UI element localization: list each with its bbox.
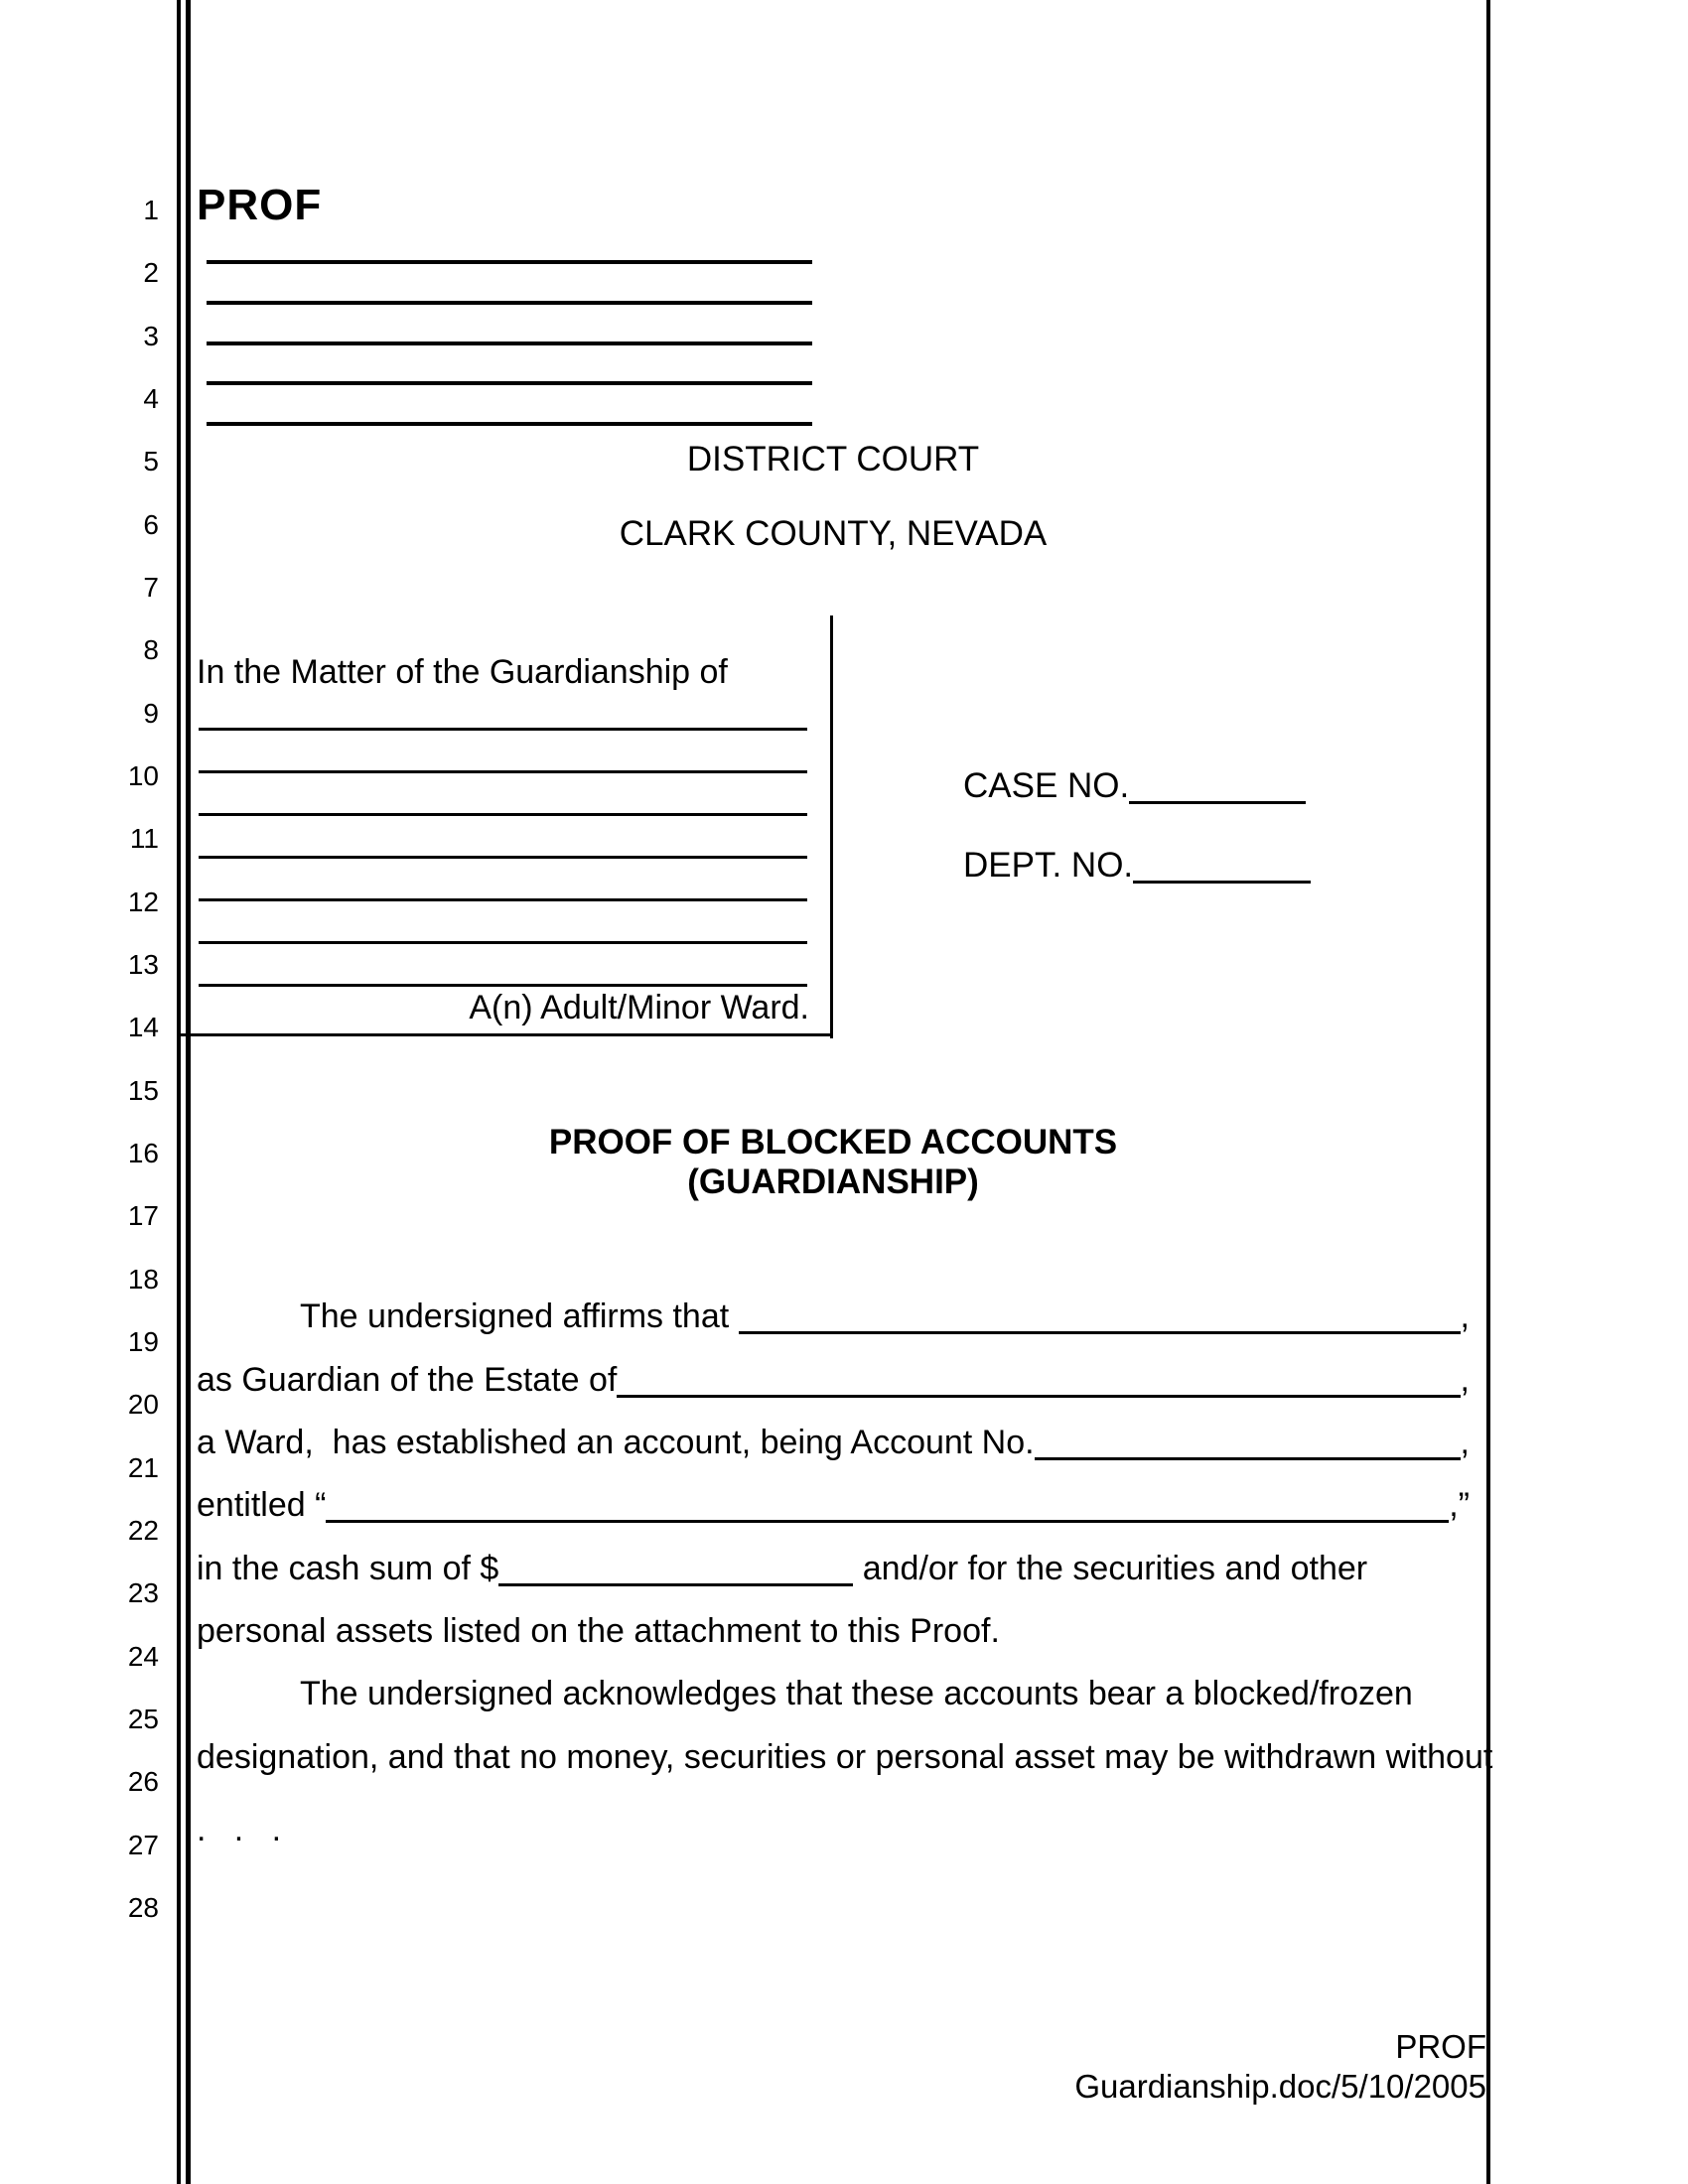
document-code-heading: PROF — [197, 181, 323, 229]
body-text: , — [1460, 1361, 1470, 1399]
body-text: , — [1460, 1297, 1470, 1335]
line-number: 8 — [143, 634, 159, 666]
document-title-line2: (GUARDIANSHIP) — [687, 1162, 979, 1201]
paragraph-indent — [197, 1673, 300, 1714]
line-number: 22 — [127, 1514, 159, 1546]
line-number: 28 — [127, 1891, 159, 1923]
caption-blank-line[interactable] — [199, 856, 807, 859]
body-text: as Guardian of the Estate of — [197, 1361, 618, 1399]
body-text: entitled “ — [197, 1486, 327, 1524]
paragraph-indent — [197, 1296, 300, 1337]
line-number: 25 — [127, 1703, 159, 1734]
body-text: The undersigned acknowledges that these accounts bear a blocked/frozen — [300, 1675, 1413, 1712]
attorney-blank-line[interactable] — [207, 260, 812, 264]
caption-blank-line[interactable] — [199, 898, 807, 901]
case-number-field[interactable] — [1129, 765, 1306, 804]
line-number: 14 — [127, 1012, 159, 1043]
attorney-blank-line[interactable] — [207, 381, 812, 385]
document-title-line1: PROOF OF BLOCKED ACCOUNTS — [548, 1123, 1118, 1161]
line-number: 3 — [143, 320, 159, 351]
blank-field[interactable] — [739, 1296, 1461, 1334]
dept-number-label: DEPT. NO. — [963, 846, 1134, 885]
attorney-blank-line[interactable] — [207, 341, 812, 345]
body-text: in the cash sum of $ — [197, 1550, 499, 1587]
pleading-right-rule — [1486, 0, 1490, 2184]
body-line — [197, 1484, 1470, 1526]
blank-field[interactable] — [1035, 1422, 1461, 1460]
case-number-row — [963, 765, 1306, 807]
body-line — [197, 1809, 1470, 1850]
case-number-label: CASE NO. — [963, 766, 1130, 805]
body-text: and/or for the securities and other — [853, 1550, 1368, 1587]
document-title — [197, 1123, 1470, 1202]
line-number: 9 — [143, 697, 159, 729]
caption-divider-vertical — [830, 615, 833, 1038]
body-text: , — [1460, 1424, 1470, 1461]
pleading-left-rule-inner — [186, 0, 191, 2184]
caption-divider-bottom — [179, 1033, 833, 1036]
line-number: 17 — [127, 1200, 159, 1232]
line-number: 16 — [127, 1137, 159, 1168]
caption-ward-label: A(n) Adult/Minor Ward. — [469, 989, 809, 1026]
body-line — [197, 1359, 1470, 1401]
pleading-left-rule-outer — [177, 0, 181, 2184]
body-text: . . . — [197, 1811, 282, 1848]
line-number: 19 — [127, 1325, 159, 1357]
body-text: personal assets listed on the attachment to this Proof. — [197, 1612, 1000, 1650]
body-text: The undersigned affirms that — [300, 1297, 739, 1335]
line-number: 12 — [127, 886, 159, 917]
line-number: 4 — [143, 382, 159, 414]
footer-filename: PROF Guardianship.doc/5/10/2005 — [1074, 2028, 1486, 2105]
line-number: 2 — [143, 257, 159, 289]
line-number: 18 — [127, 1263, 159, 1295]
body-text: a Ward, has established an account, being Account No. — [197, 1424, 1035, 1461]
blank-field[interactable] — [617, 1359, 1460, 1398]
line-number: 7 — [143, 571, 159, 603]
line-number: 26 — [127, 1766, 159, 1798]
line-number: 11 — [129, 823, 159, 855]
court-county: CLARK COUNTY, NEVADA — [619, 514, 1048, 553]
attorney-blank-line[interactable] — [207, 301, 812, 305]
caption-blank-line[interactable] — [199, 813, 807, 816]
line-number: 15 — [127, 1074, 159, 1106]
body-line — [197, 1673, 1470, 1714]
line-number: 1 — [143, 195, 159, 225]
court-name: DISTRICT COURT — [686, 440, 980, 478]
body-text: designation, and that no money, securities or personal asset may be withdrawn without — [197, 1738, 1493, 1776]
line-number: 23 — [127, 1577, 159, 1609]
body-line — [197, 1548, 1470, 1589]
line-number: 24 — [127, 1640, 159, 1672]
line-number: 5 — [143, 446, 159, 478]
caption-blank-line[interactable] — [199, 941, 807, 944]
attorney-blank-line[interactable] — [207, 422, 812, 426]
line-number: 13 — [127, 948, 159, 980]
line-number: 21 — [127, 1451, 159, 1483]
body-text: ,” — [1449, 1486, 1470, 1524]
body-line — [197, 1422, 1470, 1463]
dept-number-field[interactable] — [1133, 845, 1311, 884]
caption-blank-line[interactable] — [199, 770, 807, 773]
line-number: 27 — [127, 1829, 159, 1860]
body-line — [197, 1610, 1470, 1652]
caption-blank-line[interactable] — [199, 984, 807, 987]
body-line — [197, 1296, 1470, 1337]
line-number: 20 — [127, 1389, 159, 1421]
caption-blank-line[interactable] — [199, 728, 807, 731]
body-line — [197, 1736, 1493, 1778]
line-number: 10 — [127, 759, 159, 791]
blank-field[interactable] — [498, 1548, 853, 1586]
caption-intro: In the Matter of the Guardianship of — [197, 653, 728, 691]
line-number: 6 — [143, 508, 159, 540]
blank-field[interactable] — [326, 1484, 1449, 1523]
dept-number-row — [963, 845, 1311, 887]
